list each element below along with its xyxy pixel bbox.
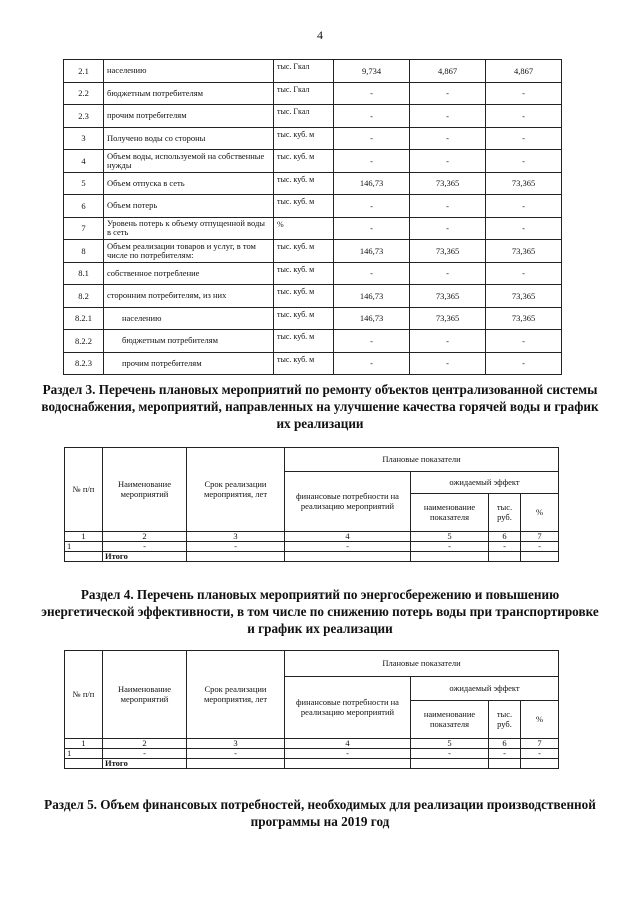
total-label: Итого bbox=[103, 552, 187, 562]
row-name: собственное потребление bbox=[104, 262, 274, 285]
page-number: 4 bbox=[317, 28, 323, 42]
col-number: 1 bbox=[65, 739, 103, 749]
table-row bbox=[64, 150, 562, 173]
row-name: сторонним потребителям, из них bbox=[104, 285, 274, 308]
section-4-plan-table bbox=[64, 650, 559, 769]
table-row bbox=[64, 217, 562, 240]
expected-effect-header: ожидаемый эффект bbox=[411, 472, 559, 494]
row-value: - bbox=[410, 82, 486, 105]
row-value: - bbox=[410, 105, 486, 128]
row-number: 8.1 bbox=[64, 262, 104, 285]
row-name: Объем потерь bbox=[104, 195, 274, 218]
cell: - bbox=[411, 542, 489, 552]
row-number: 4 bbox=[64, 150, 104, 173]
col-name-header: Наименование мероприятий bbox=[103, 448, 187, 532]
planned-indicators-header: Плановые показатели bbox=[285, 448, 559, 472]
row-value: - bbox=[334, 105, 410, 128]
row-unit: тыс. куб. м bbox=[274, 240, 334, 263]
row-name: прочим потребителям bbox=[104, 105, 274, 128]
table-row bbox=[64, 195, 562, 218]
section-3-heading: Раздел 3. Перечень плановых мероприятий по ремонту объектов централизованной системы водоснабжения, мероприятий, направленных на улучшение качества горячей воды и график их реализации bbox=[41, 382, 599, 431]
row-unit: тыс. куб. м bbox=[274, 195, 334, 218]
row-value: - bbox=[486, 82, 562, 105]
row-value: 73,365 bbox=[410, 285, 486, 308]
column-number-row bbox=[65, 532, 559, 542]
row-value: - bbox=[486, 217, 562, 240]
row-value: 4,867 bbox=[486, 60, 562, 83]
table-row bbox=[64, 60, 562, 83]
section-4-heading: Раздел 4. Перечень плановых мероприятий по энергосбережению и повышению энергетической эффективности, в том числе по снижению потерь воды при транспортировке и график их реализации bbox=[41, 587, 599, 636]
col-number: 7 bbox=[521, 532, 559, 542]
col-number: 3 bbox=[187, 739, 285, 749]
table-row bbox=[64, 307, 562, 330]
row-value: - bbox=[486, 105, 562, 128]
row-unit: тыс. куб. м bbox=[274, 150, 334, 173]
table-row bbox=[65, 542, 559, 552]
row-number: 6 bbox=[64, 195, 104, 218]
row-name: прочим потребителям bbox=[104, 352, 274, 375]
production-data-table bbox=[63, 59, 562, 375]
row-name: населению bbox=[104, 307, 274, 330]
col-number: 2 bbox=[103, 532, 187, 542]
col-number: 6 bbox=[489, 739, 521, 749]
row-value: - bbox=[334, 195, 410, 218]
row-number: 8.2 bbox=[64, 285, 104, 308]
row-number: 7 bbox=[64, 217, 104, 240]
section-5-heading: Раздел 5. Объем финансовых потребностей, необходимых для реализации производственной программы на 2019 год bbox=[44, 797, 596, 829]
row-unit: тыс. куб. м bbox=[274, 285, 334, 308]
row-value: - bbox=[410, 352, 486, 375]
row-value: - bbox=[486, 127, 562, 150]
col-number: 4 bbox=[285, 739, 411, 749]
col-term-header: Срок реализации мероприятия, лет bbox=[187, 651, 285, 739]
row-value: 73,365 bbox=[410, 172, 486, 195]
cell: 1 bbox=[65, 542, 103, 552]
row-value: 146,73 bbox=[334, 285, 410, 308]
table-row bbox=[64, 82, 562, 105]
row-unit: тыс. Гкал bbox=[274, 60, 334, 83]
row-value: - bbox=[334, 150, 410, 173]
percent-header: % bbox=[521, 701, 559, 739]
table-row bbox=[64, 330, 562, 353]
cell: - bbox=[103, 542, 187, 552]
row-value: 73,365 bbox=[410, 240, 486, 263]
finance-needs-header: финансовые потребности на реализацию мероприятий bbox=[285, 472, 411, 532]
rub-header: тыс. руб. bbox=[489, 701, 521, 739]
row-number: 2.1 bbox=[64, 60, 104, 83]
row-value: - bbox=[486, 150, 562, 173]
indicator-name-header: наименование показателя bbox=[411, 494, 489, 532]
col-num-header: № п/п bbox=[65, 651, 103, 739]
total-row bbox=[65, 759, 559, 769]
row-unit: тыс. куб. м bbox=[274, 262, 334, 285]
row-name: бюджетным потребителям bbox=[104, 330, 274, 353]
row-number: 8.2.1 bbox=[64, 307, 104, 330]
row-unit: тыс. куб. м bbox=[274, 330, 334, 353]
indicator-name-header: наименование показателя bbox=[411, 701, 489, 739]
col-name-header: Наименование мероприятий bbox=[103, 651, 187, 739]
row-value: - bbox=[486, 262, 562, 285]
table-row bbox=[64, 105, 562, 128]
cell: - bbox=[411, 749, 489, 759]
table-row bbox=[64, 172, 562, 195]
row-value: 146,73 bbox=[334, 240, 410, 263]
row-value: - bbox=[334, 82, 410, 105]
row-name: Объем отпуска в сеть bbox=[104, 172, 274, 195]
row-value: 9,734 bbox=[334, 60, 410, 83]
row-value: - bbox=[334, 127, 410, 150]
total-row bbox=[65, 552, 559, 562]
row-unit: тыс. Гкал bbox=[274, 82, 334, 105]
cell: - bbox=[103, 749, 187, 759]
col-number: 5 bbox=[411, 532, 489, 542]
cell: - bbox=[285, 749, 411, 759]
row-number: 8 bbox=[64, 240, 104, 263]
section-3-plan-table bbox=[64, 447, 559, 562]
row-unit: тыс. куб. м bbox=[274, 172, 334, 195]
expected-effect-header: ожидаемый эффект bbox=[411, 677, 559, 701]
row-value: 73,365 bbox=[486, 285, 562, 308]
percent-header: % bbox=[521, 494, 559, 532]
planned-indicators-header: Плановые показатели bbox=[285, 651, 559, 677]
row-number: 2.2 bbox=[64, 82, 104, 105]
row-number: 2.3 bbox=[64, 105, 104, 128]
cell: - bbox=[285, 542, 411, 552]
row-value: - bbox=[334, 217, 410, 240]
row-value: - bbox=[410, 195, 486, 218]
total-label: Итого bbox=[103, 759, 187, 769]
row-name: Получено воды со стороны bbox=[104, 127, 274, 150]
row-unit: тыс. куб. м bbox=[274, 352, 334, 375]
row-value: - bbox=[486, 195, 562, 218]
cell: - bbox=[489, 749, 521, 759]
rub-header: тыс. руб. bbox=[489, 494, 521, 532]
table-row bbox=[64, 262, 562, 285]
row-value: 146,73 bbox=[334, 172, 410, 195]
col-number: 1 bbox=[65, 532, 103, 542]
table-row bbox=[64, 127, 562, 150]
row-value: - bbox=[334, 262, 410, 285]
cell: - bbox=[489, 542, 521, 552]
row-number: 3 bbox=[64, 127, 104, 150]
row-value: - bbox=[410, 330, 486, 353]
row-unit: тыс. куб. м bbox=[274, 127, 334, 150]
row-value: 73,365 bbox=[486, 240, 562, 263]
column-number-row bbox=[65, 739, 559, 749]
table-row bbox=[64, 240, 562, 263]
table-row bbox=[64, 285, 562, 308]
col-number: 5 bbox=[411, 739, 489, 749]
row-unit: тыс. куб. м bbox=[274, 307, 334, 330]
row-value: 73,365 bbox=[486, 307, 562, 330]
cell: - bbox=[187, 749, 285, 759]
row-value: 73,365 bbox=[486, 172, 562, 195]
col-number: 2 bbox=[103, 739, 187, 749]
row-name: населению bbox=[104, 60, 274, 83]
cell: - bbox=[521, 542, 559, 552]
row-value: 4,867 bbox=[410, 60, 486, 83]
cell: - bbox=[187, 542, 285, 552]
col-number: 3 bbox=[187, 532, 285, 542]
row-unit: % bbox=[274, 217, 334, 240]
row-value: - bbox=[486, 330, 562, 353]
row-value: 73,365 bbox=[410, 307, 486, 330]
row-number: 8.2.2 bbox=[64, 330, 104, 353]
row-value: - bbox=[334, 352, 410, 375]
col-term-header: Срок реализации мероприятия, лет bbox=[187, 448, 285, 532]
row-name: Уровень потерь к объему отпущенной воды в сеть bbox=[104, 217, 274, 240]
table-row bbox=[64, 352, 562, 375]
row-unit: тыс. Гкал bbox=[274, 105, 334, 128]
cell: 1 bbox=[65, 749, 103, 759]
row-value: - bbox=[410, 127, 486, 150]
col-number: 7 bbox=[521, 739, 559, 749]
row-value: - bbox=[410, 262, 486, 285]
row-name: Объем воды, используемой на собственные нужды bbox=[104, 150, 274, 173]
row-name: Объем реализации товаров и услуг, в том числе по потребителям: bbox=[104, 240, 274, 263]
row-value: 146,73 bbox=[334, 307, 410, 330]
row-number: 5 bbox=[64, 172, 104, 195]
row-name: бюджетным потребителям bbox=[104, 82, 274, 105]
row-value: - bbox=[334, 330, 410, 353]
finance-needs-header: финансовые потребности на реализацию мероприятий bbox=[285, 677, 411, 739]
row-value: - bbox=[410, 150, 486, 173]
row-number: 8.2.3 bbox=[64, 352, 104, 375]
col-number: 6 bbox=[489, 532, 521, 542]
col-number: 4 bbox=[285, 532, 411, 542]
table-row bbox=[65, 749, 559, 759]
row-value: - bbox=[410, 217, 486, 240]
cell: - bbox=[521, 749, 559, 759]
row-value: - bbox=[486, 352, 562, 375]
col-num-header: № п/п bbox=[65, 448, 103, 532]
